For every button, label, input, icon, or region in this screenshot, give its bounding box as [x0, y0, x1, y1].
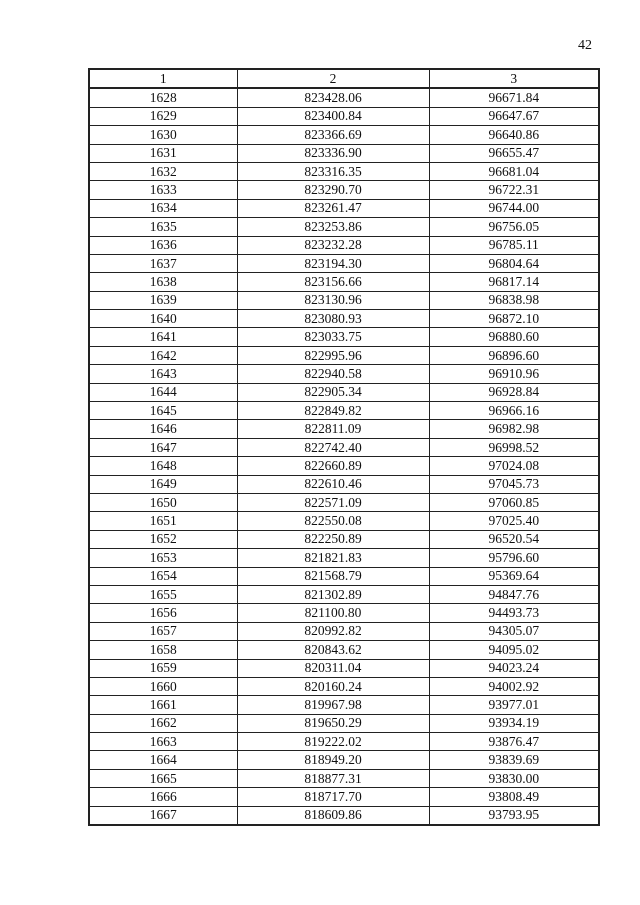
table-row	[89, 438, 599, 456]
table-row	[89, 383, 599, 401]
y-coordinate-cell: 96998.52	[429, 438, 599, 456]
table-row	[89, 199, 599, 217]
table-row	[89, 788, 599, 806]
point-number-cell: 1667	[89, 806, 237, 825]
y-coordinate-cell: 95796.60	[429, 549, 599, 567]
table-row	[89, 585, 599, 603]
point-number-cell: 1639	[89, 291, 237, 309]
table-row	[89, 751, 599, 769]
point-number-cell: 1635	[89, 218, 237, 236]
y-coordinate-cell: 94305.07	[429, 622, 599, 640]
x-coordinate-cell: 820160.24	[237, 677, 429, 695]
point-number-cell: 1660	[89, 677, 237, 695]
table-row	[89, 622, 599, 640]
y-coordinate-cell: 94095.02	[429, 641, 599, 659]
x-coordinate-cell: 820311.04	[237, 659, 429, 677]
point-number-cell: 1651	[89, 512, 237, 530]
table-row	[89, 457, 599, 475]
x-coordinate-cell: 822940.58	[237, 365, 429, 383]
point-number-cell: 1643	[89, 365, 237, 383]
table-row	[89, 273, 599, 291]
y-coordinate-cell: 93977.01	[429, 696, 599, 714]
y-coordinate-cell: 96655.47	[429, 144, 599, 162]
x-coordinate-cell: 820992.82	[237, 622, 429, 640]
table-row	[89, 659, 599, 677]
x-coordinate-cell: 819650.29	[237, 714, 429, 732]
y-coordinate-cell: 96928.84	[429, 383, 599, 401]
x-coordinate-cell: 823130.96	[237, 291, 429, 309]
table-row	[89, 549, 599, 567]
point-number-cell: 1650	[89, 493, 237, 511]
x-coordinate-cell: 822550.08	[237, 512, 429, 530]
table-row	[89, 769, 599, 787]
table-row	[89, 402, 599, 420]
point-number-cell: 1649	[89, 475, 237, 493]
table-row	[89, 733, 599, 751]
point-number-cell: 1666	[89, 788, 237, 806]
x-coordinate-cell: 823261.47	[237, 199, 429, 217]
x-coordinate-cell: 822571.09	[237, 493, 429, 511]
point-number-cell: 1647	[89, 438, 237, 456]
y-coordinate-cell: 94493.73	[429, 604, 599, 622]
x-coordinate-cell: 821821.83	[237, 549, 429, 567]
table-row	[89, 696, 599, 714]
page-number: 42	[578, 38, 592, 53]
point-number-cell: 1662	[89, 714, 237, 732]
x-coordinate-cell: 822849.82	[237, 402, 429, 420]
y-coordinate-cell: 96681.04	[429, 162, 599, 180]
table-row	[89, 328, 599, 346]
x-coordinate-cell: 823400.84	[237, 107, 429, 125]
x-coordinate-cell: 821568.79	[237, 567, 429, 585]
point-number-cell: 1642	[89, 346, 237, 364]
table-row	[89, 512, 599, 530]
y-coordinate-cell: 97045.73	[429, 475, 599, 493]
x-coordinate-cell: 823290.70	[237, 181, 429, 199]
y-coordinate-cell: 96744.00	[429, 199, 599, 217]
y-coordinate-cell: 96966.16	[429, 402, 599, 420]
x-coordinate-cell: 822742.40	[237, 438, 429, 456]
table-row	[89, 530, 599, 548]
point-number-cell: 1631	[89, 144, 237, 162]
y-coordinate-cell: 96982.98	[429, 420, 599, 438]
x-coordinate-cell: 822610.46	[237, 475, 429, 493]
y-coordinate-cell: 94847.76	[429, 585, 599, 603]
y-coordinate-cell: 96910.96	[429, 365, 599, 383]
point-number-cell: 1654	[89, 567, 237, 585]
column-header-3: 3	[429, 69, 599, 88]
point-number-cell: 1633	[89, 181, 237, 199]
point-number-cell: 1648	[89, 457, 237, 475]
y-coordinate-cell: 96756.05	[429, 218, 599, 236]
table-row	[89, 493, 599, 511]
x-coordinate-cell: 822250.89	[237, 530, 429, 548]
table-row	[89, 126, 599, 144]
y-coordinate-cell: 96640.86	[429, 126, 599, 144]
y-coordinate-cell: 93830.00	[429, 769, 599, 787]
column-header-2: 2	[237, 69, 429, 88]
table-row	[89, 475, 599, 493]
table-body	[89, 88, 599, 825]
table-row	[89, 162, 599, 180]
y-coordinate-cell: 96647.67	[429, 107, 599, 125]
x-coordinate-cell: 823366.69	[237, 126, 429, 144]
table-row	[89, 218, 599, 236]
x-coordinate-cell: 823232.28	[237, 236, 429, 254]
table-row	[89, 254, 599, 272]
table-row	[89, 677, 599, 695]
x-coordinate-cell: 818949.20	[237, 751, 429, 769]
y-coordinate-cell: 97060.85	[429, 493, 599, 511]
table-row	[89, 181, 599, 199]
point-number-cell: 1659	[89, 659, 237, 677]
x-coordinate-cell: 822811.09	[237, 420, 429, 438]
y-coordinate-cell: 96817.14	[429, 273, 599, 291]
x-coordinate-cell: 823156.66	[237, 273, 429, 291]
table-header	[89, 69, 599, 88]
table-row	[89, 144, 599, 162]
column-header-1: 1	[89, 69, 237, 88]
point-number-cell: 1653	[89, 549, 237, 567]
x-coordinate-cell: 822995.96	[237, 346, 429, 364]
x-coordinate-cell: 818717.70	[237, 788, 429, 806]
point-number-cell: 1644	[89, 383, 237, 401]
x-coordinate-cell: 823316.35	[237, 162, 429, 180]
table-row	[89, 641, 599, 659]
point-number-cell: 1658	[89, 641, 237, 659]
point-number-cell: 1665	[89, 769, 237, 787]
table-row	[89, 420, 599, 438]
coordinates-table	[88, 68, 600, 826]
x-coordinate-cell: 820843.62	[237, 641, 429, 659]
y-coordinate-cell: 96671.84	[429, 88, 599, 107]
table-row	[89, 567, 599, 585]
table-row	[89, 236, 599, 254]
x-coordinate-cell: 823033.75	[237, 328, 429, 346]
point-number-cell: 1636	[89, 236, 237, 254]
y-coordinate-cell: 96872.10	[429, 310, 599, 328]
x-coordinate-cell: 818877.31	[237, 769, 429, 787]
point-number-cell: 1646	[89, 420, 237, 438]
table-row	[89, 88, 599, 107]
y-coordinate-cell: 96896.60	[429, 346, 599, 364]
y-coordinate-cell: 93839.69	[429, 751, 599, 769]
point-number-cell: 1637	[89, 254, 237, 272]
x-coordinate-cell: 823253.86	[237, 218, 429, 236]
point-number-cell: 1661	[89, 696, 237, 714]
y-coordinate-cell: 93876.47	[429, 733, 599, 751]
x-coordinate-cell: 823428.06	[237, 88, 429, 107]
table-row	[89, 310, 599, 328]
y-coordinate-cell: 93793.95	[429, 806, 599, 825]
point-number-cell: 1657	[89, 622, 237, 640]
y-coordinate-cell: 94023.24	[429, 659, 599, 677]
table-row	[89, 714, 599, 732]
point-number-cell: 1634	[89, 199, 237, 217]
table-row	[89, 291, 599, 309]
point-number-cell: 1630	[89, 126, 237, 144]
point-number-cell: 1655	[89, 585, 237, 603]
x-coordinate-cell: 818609.86	[237, 806, 429, 825]
x-coordinate-cell: 823336.90	[237, 144, 429, 162]
header-row	[89, 69, 599, 88]
point-number-cell: 1663	[89, 733, 237, 751]
point-number-cell: 1664	[89, 751, 237, 769]
table-row	[89, 365, 599, 383]
point-number-cell: 1632	[89, 162, 237, 180]
table-row	[89, 604, 599, 622]
x-coordinate-cell: 822660.89	[237, 457, 429, 475]
y-coordinate-cell: 93808.49	[429, 788, 599, 806]
y-coordinate-cell: 93934.19	[429, 714, 599, 732]
point-number-cell: 1645	[89, 402, 237, 420]
table-row	[89, 107, 599, 125]
y-coordinate-cell: 97024.08	[429, 457, 599, 475]
point-number-cell: 1641	[89, 328, 237, 346]
y-coordinate-cell: 95369.64	[429, 567, 599, 585]
y-coordinate-cell: 96880.60	[429, 328, 599, 346]
table-row	[89, 346, 599, 364]
y-coordinate-cell: 96838.98	[429, 291, 599, 309]
x-coordinate-cell: 821302.89	[237, 585, 429, 603]
x-coordinate-cell: 823194.30	[237, 254, 429, 272]
y-coordinate-cell: 97025.40	[429, 512, 599, 530]
point-number-cell: 1629	[89, 107, 237, 125]
table-row	[89, 806, 599, 825]
y-coordinate-cell: 94002.92	[429, 677, 599, 695]
y-coordinate-cell: 96804.64	[429, 254, 599, 272]
point-number-cell: 1638	[89, 273, 237, 291]
y-coordinate-cell: 96520.54	[429, 530, 599, 548]
point-number-cell: 1640	[89, 310, 237, 328]
x-coordinate-cell: 822905.34	[237, 383, 429, 401]
y-coordinate-cell: 96722.31	[429, 181, 599, 199]
x-coordinate-cell: 819222.02	[237, 733, 429, 751]
x-coordinate-cell: 819967.98	[237, 696, 429, 714]
x-coordinate-cell: 823080.93	[237, 310, 429, 328]
y-coordinate-cell: 96785.11	[429, 236, 599, 254]
point-number-cell: 1652	[89, 530, 237, 548]
point-number-cell: 1628	[89, 88, 237, 107]
point-number-cell: 1656	[89, 604, 237, 622]
x-coordinate-cell: 821100.80	[237, 604, 429, 622]
